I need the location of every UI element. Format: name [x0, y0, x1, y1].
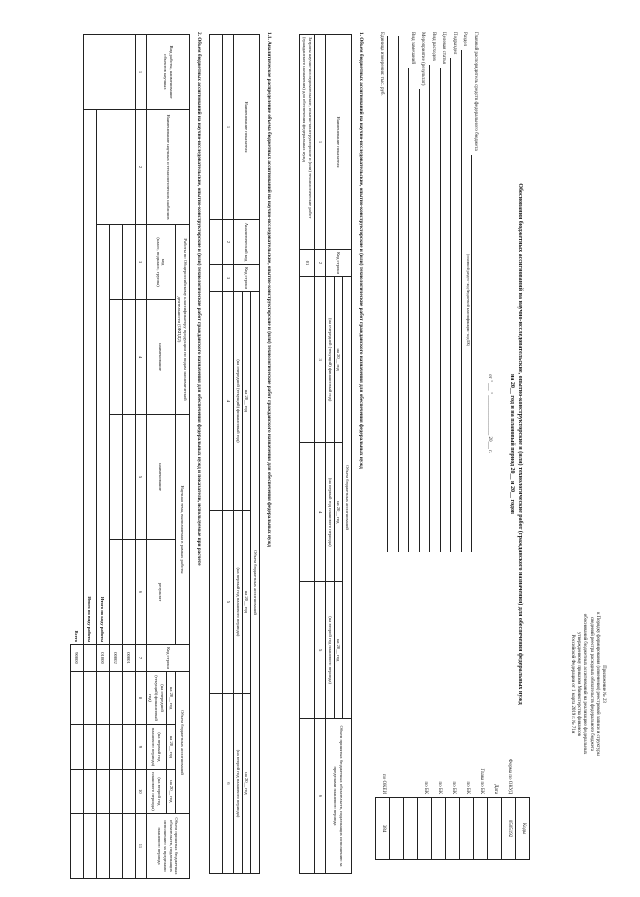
col-header-year3: на 20__ год [334, 581, 343, 718]
col-number: 3 [314, 276, 325, 442]
col-number: 6 [314, 718, 325, 873]
col-number: 6 [135, 539, 146, 644]
col-header-year2: на 20__ год [242, 510, 251, 693]
col-number: 2 [222, 219, 233, 264]
value-cell[interactable] [109, 671, 122, 724]
value-cell[interactable] [209, 291, 222, 510]
col-header-year1-sub: (на очередной (текущий) финансовый год) [233, 291, 242, 510]
section-1-1-heading: 1.1. Аналитическое распределение объема бюджетных ассигнований на научно-исследовательские, опытно-конструкторские и (или) технологические работ гражданского назначения для обеспечения федеральных нужд [266, 31, 272, 547]
value-cell[interactable] [96, 769, 109, 813]
appendix-line: обоснований бюджетных ассигнований на реализацию федеральных [582, 613, 588, 754]
col-header-year2-sub: (на первый год планового периода) [146, 724, 166, 769]
col-header-code: Код строки [233, 264, 259, 291]
code-label: Форма по ОКУД [506, 758, 512, 794]
org-field-label: Мероприятие (результат) [420, 31, 426, 85]
col-number: 1 [314, 34, 325, 249]
total-by-kind-label: Итого по виду работы [83, 109, 96, 644]
col-header-year2: на 20__ год [166, 724, 175, 769]
code-label: по ОКЕИ [380, 773, 386, 794]
code-label: по БК [450, 780, 456, 794]
value-cell[interactable] [209, 34, 222, 219]
document-page [20, 14, 620, 884]
col-number: 11 [135, 813, 146, 878]
value-cell[interactable] [122, 414, 135, 539]
code-label: Дата [492, 783, 498, 794]
value-cell[interactable] [109, 813, 122, 878]
col-header-year3-sub: (на второй год планового периода) [233, 693, 242, 873]
col-header-year1: на 20__ год [166, 671, 175, 724]
value-cell[interactable] [122, 769, 135, 813]
col-header-name: Наименование показателя [233, 34, 259, 219]
col-header-research-name: наименование [146, 414, 175, 539]
appendix-line: к Порядку формирования (изменения) реестровой записи и структуры [594, 611, 600, 756]
section-1-table [299, 34, 352, 874]
org-field-row [472, 32, 483, 552]
value-cell[interactable] [83, 813, 96, 878]
value-cell[interactable] [83, 671, 96, 724]
fill-line[interactable] [430, 64, 439, 551]
value-cell[interactable] [96, 671, 109, 724]
row-code: 01000 [96, 644, 109, 671]
col-number: 5 [135, 414, 146, 539]
value-cell[interactable] [209, 693, 222, 873]
col-header-extra: Объем принятых бюджетных обязательств, подлежащих исполнению за пределами планового периода [325, 718, 351, 873]
code-label: по БК [422, 780, 428, 794]
code-value: 0505192 [502, 797, 516, 859]
col-header-classifier: Работы по Общероссийскому классификатору продукции по видам экономической деятельности (ОКПД2) [175, 224, 189, 414]
org-field-row [451, 32, 462, 552]
value-cell[interactable] [83, 724, 96, 769]
code-value [488, 797, 502, 859]
appendix-line: утвержденному приказом Министерства финансов [576, 631, 582, 736]
code-label [390, 730, 404, 798]
fill-line[interactable] [472, 154, 481, 551]
value-cell[interactable] [209, 264, 222, 291]
col-header-year3-sub: (на второй год планового периода) [325, 581, 334, 718]
code-label [404, 730, 418, 798]
col-header-group: Объем бюджетных ассигнований [251, 291, 260, 873]
value-cell[interactable] [70, 724, 83, 769]
value-cell[interactable] [96, 724, 109, 769]
value-cell[interactable] [109, 724, 122, 769]
row-code: 01 [300, 249, 314, 276]
col-header-group: Объем бюджетных ассигнований [343, 276, 352, 718]
col-header-analytic: Аналитический код [233, 219, 259, 264]
col-header-year1: на 20__ год [334, 276, 343, 442]
org-field-row [430, 32, 441, 552]
code-value [446, 797, 460, 859]
col-header-pattern: Наименование научных и технологических шаблонов [146, 109, 189, 224]
col-header-group: Объем бюджетных ассигнований [175, 671, 189, 813]
section-2-table [70, 34, 190, 879]
value-cell[interactable] [122, 724, 135, 769]
appendix-block [569, 554, 606, 814]
value-cell[interactable] [109, 299, 122, 414]
col-number: 1 [135, 34, 146, 109]
col-number: 7 [135, 644, 146, 671]
col-number: 4 [314, 442, 325, 581]
code-value [460, 797, 474, 859]
org-field-row [398, 32, 409, 552]
classifier-code-sub: (класс, подкласс, группа) [155, 236, 161, 287]
col-header-year2: на 20__ год [334, 442, 343, 581]
document-title [507, 154, 524, 734]
value-cell[interactable] [122, 813, 135, 878]
org-field-label: Вид расходов [430, 31, 436, 61]
value-cell[interactable] [109, 769, 122, 813]
value-cell[interactable] [96, 813, 109, 878]
title-line-2: на 20__ год и на плановый период 20__ и 20__ годов [508, 373, 515, 514]
org-field-row [440, 32, 451, 552]
code-label: по БК [436, 780, 442, 794]
total-by-code-label: Итого по коду работы [96, 224, 109, 644]
row-label: Затраты научно-исследовательские, опытно-конструкторские и (или) технологические работ (гражданского назначения) для обеспечения федеральных нужд [300, 34, 314, 249]
fill-line[interactable] [451, 58, 460, 552]
value-cell[interactable] [209, 510, 222, 693]
col-header-kind: Вид работы, наименование объектов научных [146, 34, 189, 109]
value-cell[interactable] [109, 414, 122, 539]
codes-table [375, 730, 530, 860]
code-label: Глава по БК [478, 767, 484, 794]
value-cell[interactable] [70, 671, 83, 724]
col-header-year1-sub: (на очередной (текущий) финансовый год) [325, 276, 334, 442]
col-number: 3 [135, 224, 146, 299]
section-2-heading: 2. Объем бюджетных ассигнований на научно-исследовательские, опытно-конструкторские и (или) технологические работ гражданского назначения для обеспечения федеральных нужд и показатели, используемые при расчете [196, 31, 202, 566]
col-number: 2 [314, 249, 325, 276]
code-value: 384 [376, 797, 390, 859]
org-field-label: Главный распорядитель средств федерального бюджета [472, 31, 478, 151]
col-number: 4 [222, 291, 233, 510]
grand-total-label: Всего [74, 630, 80, 642]
col-number: 9 [135, 724, 146, 769]
value-cell[interactable] [122, 671, 135, 724]
org-field-label: Подраздел [451, 31, 457, 54]
row-code: 00002 [109, 644, 122, 671]
value-cell[interactable] [300, 581, 314, 718]
col-header-code: Код строки [146, 644, 189, 671]
col-header-research-result: результат [146, 539, 175, 644]
row-code: 90000 [70, 644, 83, 671]
col-header-year2-sub: (на первый год планового периода) [325, 442, 334, 581]
date-line: от " ___ " ________________ 20___ г. [487, 373, 492, 453]
col-header-year1: на 20__ год [242, 291, 251, 510]
fill-line[interactable] [440, 67, 449, 551]
row-code: 00001 [122, 644, 135, 671]
appendix-line: Российской Федерации от 1 марта 2019 г. № 71н [569, 634, 575, 733]
appendix-line: сведений реестра расходных обязательств федерального бюджета [588, 616, 594, 751]
col-header-year1-sub: (на очередной (текущий) финансовый год) [146, 671, 166, 724]
col-header-classifier-code [146, 224, 175, 299]
fill-line[interactable] [409, 68, 418, 552]
fill-line[interactable] [398, 36, 407, 552]
value-cell[interactable] [96, 109, 135, 224]
fill-line[interactable] [388, 36, 397, 552]
value-cell[interactable] [300, 718, 314, 873]
value-cell[interactable] [300, 276, 314, 442]
col-number: 10 [135, 769, 146, 813]
value-cell[interactable] [209, 219, 222, 264]
units-label: Единица измерения: [379, 31, 384, 75]
units-line [378, 32, 384, 96]
value-cell[interactable] [109, 224, 122, 299]
col-number: 5 [314, 581, 325, 718]
code-value [390, 797, 404, 859]
value-cell[interactable] [109, 539, 122, 644]
code-value [474, 797, 488, 859]
fill-line[interactable] [419, 89, 428, 552]
value-cell[interactable] [70, 813, 83, 878]
col-header-year3-sub: (на второй год планового периода) [146, 769, 166, 813]
col-number: 2 [135, 109, 146, 224]
col-number: 6 [222, 693, 233, 873]
units-value: тыс. руб. [379, 76, 384, 96]
field-note: (основной раздел - код бюджетной классификации - код БК) [466, 253, 470, 346]
code-value [432, 797, 446, 859]
col-header-name: Наименование показателя [325, 34, 351, 249]
value-cell[interactable] [122, 539, 135, 644]
org-field-label: Раздел [462, 31, 468, 46]
col-number: 4 [135, 299, 146, 414]
org-field-row [419, 32, 430, 552]
code-value [418, 797, 432, 859]
col-number: 1 [222, 34, 233, 219]
code-value [404, 797, 418, 859]
col-number: 3 [222, 264, 233, 291]
title-line-1: Обоснования бюджетных ассигнований на научно-исследовательские, опытно-конструкторские и (или) технологические работ (гражданского назначения) для обеспечения федеральных нужд [517, 182, 523, 705]
col-header-research: Научная тема, выполняемая в рамках работы [175, 414, 189, 644]
value-cell[interactable] [122, 224, 135, 299]
classifier-code-label: код [161, 258, 167, 265]
appendix-line: Приложение № 23 [601, 664, 606, 703]
org-field-row [388, 32, 399, 552]
col-number: 5 [222, 510, 233, 693]
value-cell[interactable] [83, 34, 135, 109]
code-label: по БК [464, 780, 470, 794]
col-header-code: Код строки [325, 249, 351, 276]
value-cell[interactable] [83, 644, 96, 671]
org-field-label: Вид замечаний [409, 31, 415, 64]
section-1-1-table [209, 34, 260, 874]
value-cell[interactable] [70, 769, 83, 813]
col-number: 8 [135, 671, 146, 724]
org-field-label: Целевая статья [441, 31, 447, 64]
col-header-extra: Объем принятых бюджетных обязательств, подлежащих исполнению за пределами планового периода [146, 813, 189, 878]
col-header-year3: на 20__ год [242, 693, 251, 873]
value-cell[interactable] [300, 442, 314, 581]
col-header-year3: на 20__ год [166, 769, 175, 813]
value-cell[interactable] [83, 769, 96, 813]
col-header-year2-sub: (на первый год планового периода) [233, 510, 242, 693]
value-cell[interactable] [122, 299, 135, 414]
section-1-heading: 1. Объем бюджетных ассигнований на научно-исследовательские, опытно-конструкторские и (или) технологические работ гражданского назначения для обеспечения федеральных нужд [358, 31, 364, 469]
org-field-row [409, 32, 420, 552]
col-header-classifier-name: наименование [146, 299, 175, 414]
codes-header: Коды [516, 797, 530, 859]
